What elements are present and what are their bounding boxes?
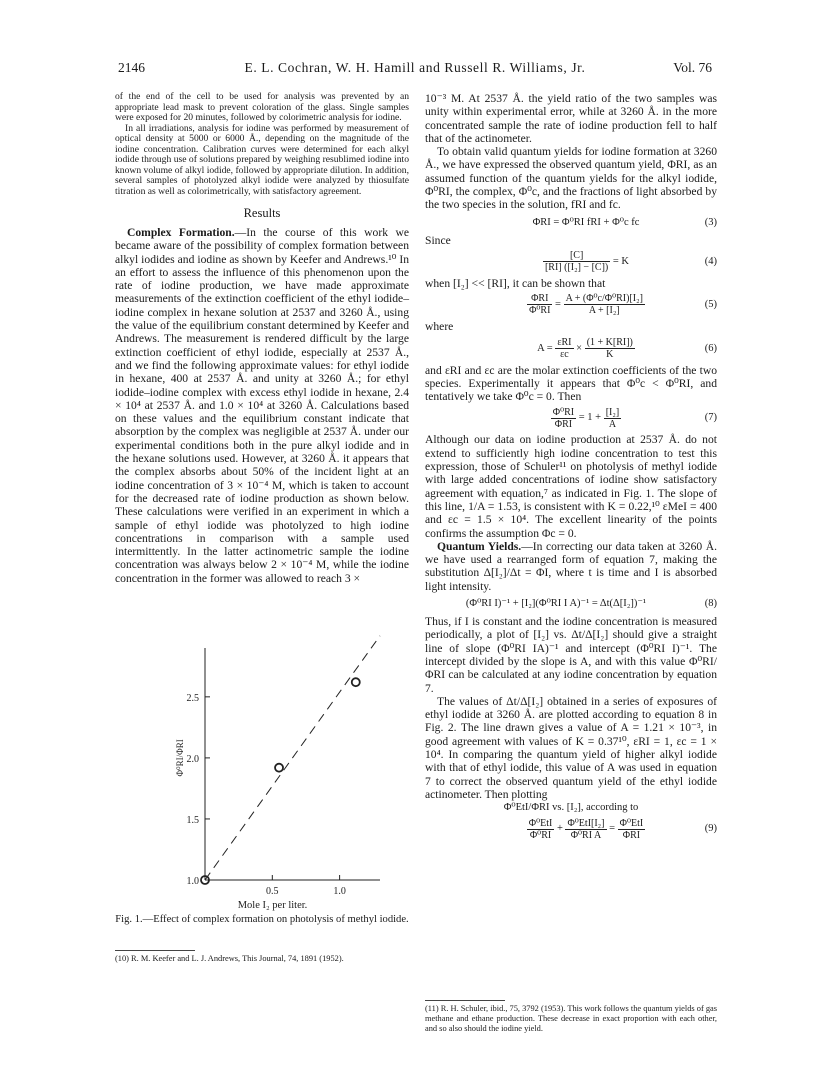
equation-expression: (Φ⁰RI I)⁻¹ + [I₂](Φ⁰RI I A)⁻¹ = Δt(Δ[I₂])⁻¹ <box>465 598 647 610</box>
paragraph: Φ⁰EtI/ΦRI vs. [I₂], according to <box>503 802 639 814</box>
equation-number: (3) <box>704 216 717 228</box>
x-tick-label: 0.5 <box>266 886 279 897</box>
footnote-11: (11) R. H. Schuler, ibid., 75, 3792 (1953). This work follows the quantum yields of gas methane and ethane production. These decrease in exact proportion with each other, and so also should the iodine yield. <box>425 1004 717 1033</box>
denominator: ΦRI <box>554 418 573 430</box>
fraction <box>543 250 610 273</box>
paragraph: 10⁻³ M. At 2537 Å. the yield ratio of the two samples was unity within experimental error, while at 3260 Å. in the more concentrated sample the rate of iodine production fell to half that of the actinometer. <box>425 92 717 145</box>
denominator: Φ⁰RI <box>529 305 551 317</box>
x-axis-label: Mole I₂ per liter. <box>237 900 308 911</box>
fraction <box>555 337 573 360</box>
y-tick-label: 2.5 <box>186 692 199 704</box>
equation-number: (7) <box>704 412 717 424</box>
denominator: A + [I₂] <box>588 305 620 317</box>
paragraph: and εRI and εc are the molar extinction coefficients of the two species. Experimentally it appears that Φ⁰c < Φ⁰RI, and tentatively we take Φ⁰c = 0. Then <box>425 363 717 404</box>
data-point <box>352 678 360 686</box>
equation-expression: $\frac{\text{ΦRI}}{\text{Φ⁰RI}}$ = $\frac{\text{A + (Φ⁰c/Φ⁰RI)[I₂]}}{\text{A + [I₂]}}$ <box>529 293 643 317</box>
fraction <box>527 293 552 316</box>
paragraph-text: —In the course of this work we became aware of the possibility of complex formation between alkyl iodides and iodine as shown by Keefer and Andrews.¹⁰ In an effort to assess the influence of this phenomenon upon the rate of iodine production, we have made approximate measurements of the extinction coefficient of the ethyl iodide–iodine complex in hexane solution at 2537 and 3260 Å., using the value of the equilibrium constant determined by Keefer and Andrews. The measurement is rendered difficult by the large extinction coefficient of ethyl iodide, especially at 2537 Å., and we find the following approximate values: for ethyl iodide in hexane, 400 at 2537 Å. and unity at 3260 Å.; for ethyl iodide–iodine complex with excess ethyl iodide in hexane, 2.4 × 10⁴ at 2537 Å. and 1.0 × 10⁴ at 3260 Å. Calculations based on these values and the equilibrium constant indicate that absorption by the complex was negligible at 2537 Å. under our experimental conditions both in the pure alkyl iodide and in the hexane solutions used. However, at 3260 Å. it appears that the complex absorbs about 50% of the incident light at an iodine concentration of 3 × 10⁻⁴ M, which is taken to account for the decreased rate of iodine production as shown below. These calculations were verified in an experiment in which a sample of ethyl iodide was photolyzed to high iodine concentrations in comparison with a sample used intermittently. In the latter actinometric sample the iodine concentration was always below 2 × 10⁻⁴ M, while the iodine concentration in the former was allowed to reach 3 × <box>115 226 409 585</box>
equation-expression: ΦRI = Φ⁰RI fRI + Φ⁰c fc <box>532 216 640 228</box>
figure-1-plot <box>135 628 405 928</box>
footnote-rule <box>115 950 195 951</box>
y-axis-label: Φ⁰RI/ΦRI <box>175 739 185 777</box>
paragraph: of the end of the cell to be used for analysis was prevented by an appropriate lead mask to prevent coloration of the glass. Single samples were exposed for 20 minutes, followed by colorimetric analysis for iodine. <box>115 91 409 123</box>
fraction <box>618 818 646 841</box>
running-authors: E. L. Cochran, W. H. Hamill and Russell R. Williams, Jr. <box>244 60 586 75</box>
denominator: K <box>606 348 614 360</box>
paragraph <box>115 226 409 585</box>
equation-expression <box>485 403 687 433</box>
volume-label: Vol. 76 <box>673 60 712 75</box>
left-column <box>115 92 409 585</box>
y-tick-label: 1.0 <box>186 876 199 887</box>
equation-operator: = 1 + <box>578 412 602 424</box>
denominator: Φ⁰RI <box>529 829 552 841</box>
numerator: (1 + K[RI]) <box>586 336 633 348</box>
fraction <box>604 407 621 430</box>
paragraph: In all irradiations, analysis for iodine was performed by measurement of optical density at 5000 or 6000 Å., depending on the magnitude of the iodine concentration. Calibration curves were determined for each alkyl iodide through use of solutions prepared by weighing resublimed iodine into known volume of alkyl iodide, followed by appropriate dilution. In addition, several samples of photolyzed alkyl iodide were analyzed by thiosulfate titration as well as colorimetrically, with satisfactory agreement. <box>115 122 409 197</box>
section-heading-results: Results <box>243 206 281 220</box>
equation-4 <box>425 247 717 277</box>
fit-line <box>205 636 380 880</box>
denominator: A <box>608 418 617 430</box>
figure-caption: Fig. 1.—Effect of complex formation on photolysis of methyl iodide. <box>115 914 409 925</box>
numerator: εRI <box>557 336 572 348</box>
numerator: A + (Φ⁰c/Φ⁰RI)[I₂] <box>565 293 643 305</box>
numerator: ΦRI <box>527 293 552 305</box>
footnote-right <box>425 1000 717 1034</box>
y-tick-label: 2.0 <box>186 753 199 765</box>
denominator: εc <box>560 348 569 360</box>
equation-9 <box>425 814 717 844</box>
equation-expression: $\frac{\text{Φ⁰EtI}}{\text{Φ⁰RI}}$ + $\frac{\text{Φ⁰EtI[I₂]}}{\text{Φ⁰RI A}}$ = $\frac{\text{Φ⁰EtI}}{\text{ΦRI}}$ <box>528 817 644 841</box>
numerator: Φ⁰RI <box>552 406 575 418</box>
experimental-fragment <box>115 92 409 197</box>
denominator: ΦRI <box>622 829 641 841</box>
equation-number: (4) <box>704 255 717 267</box>
equation-3 <box>425 212 717 234</box>
y-tick-label: 1.5 <box>186 814 199 826</box>
x-tick-label: 1.0 <box>333 886 346 897</box>
numerator: Φ⁰EtI <box>619 817 644 829</box>
paragraph: Since <box>425 233 451 247</box>
paragraph: To obtain valid quantum yields for iodine formation at 3260 Å., we have expressed the observed quantum yield, ΦRI, as an assumed function of the quantum yields for the alkyl iodide, Φ⁰RI, the complex, Φ⁰c, and the fractions of light absorbed by the two species in the solution, fRI and fc. <box>425 145 717 212</box>
paragraph: Although our data on iodine production at 2537 Å. do not extend to sufficiently high iodine concentration to test this expression, those of Schuler¹¹ on photolysis of methyl iodide with large added concentrations of iodine show satisfactory agreement with equation,⁷ as indicated in Fig. 1. The slope of this line, 1/A = 1.53, is consistent with K = 0.22,¹⁰ εMeI = 400 and εc = 1.5 × 10⁴. The excellent linearity of the points confirms the assumption Φc = 0. <box>425 433 717 540</box>
footnote-10: (10) R. M. Keefer and L. J. Andrews, This Journal, 74, 1891 (1952). <box>115 954 344 963</box>
fraction <box>551 407 576 430</box>
denominator: Φ⁰RI A <box>570 829 602 841</box>
run-in-heading: Complex Formation. <box>127 226 235 239</box>
equation-rhs: = K <box>612 255 630 267</box>
right-column <box>425 92 717 844</box>
paragraph: when [I₂] << [RI], it can be shown that <box>425 276 606 290</box>
numerator: Φ⁰EtI <box>528 817 553 829</box>
plot-marks <box>201 636 380 884</box>
equation-number: (5) <box>704 299 717 311</box>
equation-expression: A = $\frac{\text{εRI}}{\varepsilon c}$ × $\frac{(1 + K[RI])}{K}$ <box>537 336 633 360</box>
numerator: [C] <box>543 250 610 262</box>
fraction <box>565 818 606 841</box>
page-header <box>118 60 712 80</box>
right-body <box>425 92 717 844</box>
page-number: 2146 <box>118 60 145 75</box>
equation-number: (6) <box>704 342 717 354</box>
fraction <box>585 337 635 360</box>
paragraph: where <box>425 320 454 334</box>
equation-6 <box>425 334 717 364</box>
equation-expression <box>485 247 687 277</box>
numerator: Φ⁰EtI[I₂] <box>567 817 605 829</box>
equation-5 <box>425 290 717 320</box>
run-in-heading: Quantum Yields. <box>437 539 522 553</box>
paragraph: Thus, if I is constant and the iodine concentration is measured periodically, a plot of [I₂] vs. Δt/Δ[I₂] should give a straight line of slope (Φ⁰RI IA)⁻¹ and intercept (Φ⁰RI I)⁻¹. The intercept divided by the slope is A, and with this value Φ⁰RI/ΦRI can be calculated at any iodine concentration by equation 7. <box>425 615 717 695</box>
equation-number: (9) <box>704 823 717 835</box>
paragraph <box>425 540 717 593</box>
equation-8 <box>425 593 717 615</box>
equation-number: (8) <box>704 598 717 610</box>
complex-formation-section <box>115 226 409 585</box>
fraction <box>527 818 555 841</box>
footnote-left <box>115 950 409 964</box>
equation-lhs: A = <box>537 342 553 354</box>
fraction <box>564 293 645 316</box>
equation-7 <box>425 403 717 433</box>
paragraph-text: —In correcting our data taken at 3260 Å. we have used a rearranged form of equation 7, making the substitution Δ[I₂]/Δt = ΦI, where t is time and I is absorbed light intensity. <box>425 539 717 593</box>
numerator: [I₂] <box>605 406 620 418</box>
footnote-rule <box>425 1000 505 1001</box>
data-point <box>275 764 283 772</box>
paragraph: The values of Δt/Δ[I₂] obtained in a series of exposures of ethyl iodide at 3260 Å. are plotted according to equation 8 in Fig. 2. The line drawn gives a value of A = 1.21 × 10⁻³, in good agreement with values of K = 0.37¹⁰, εRI = 1, εc = 1 × 10⁴. In comparing the quantum yield of higher alkyl iodide with that of ethyl iodide, this value of A was used in equation 7 to correct the observed quantum yield of the ethyl iodide actinometer. Then plotting <box>425 694 717 801</box>
denominator: [RI] ([I₂] − [C]) <box>544 262 609 274</box>
